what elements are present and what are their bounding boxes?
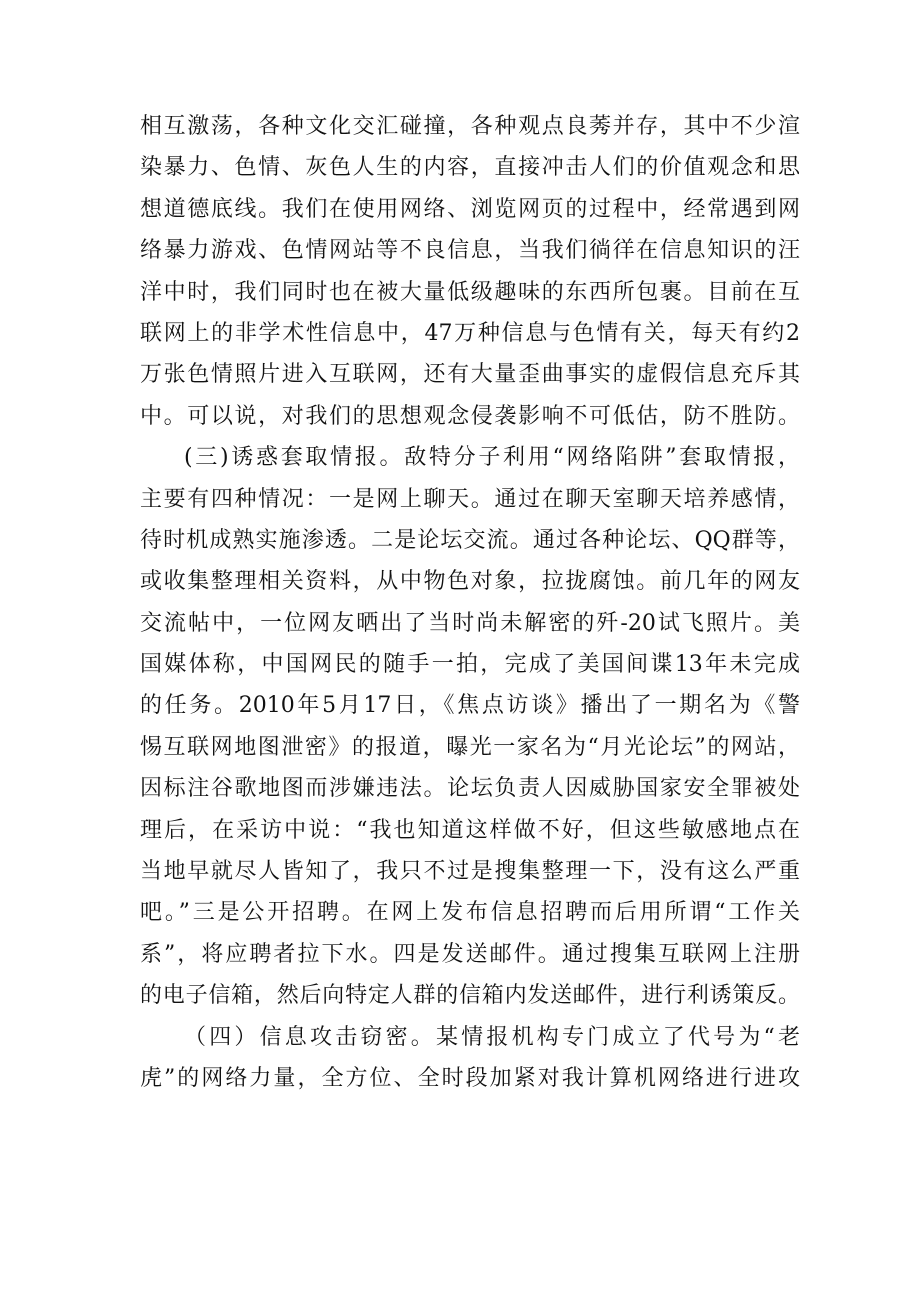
text-line-22: 的电子信箱，然后向特定人群的信箱内发送邮件，进行利诱策反。 bbox=[140, 983, 800, 1009]
text-line-6: 联网上的非学术性信息中，47万种信息与色情有关，每天有约2 bbox=[140, 320, 800, 346]
text-line-23: （四）信息攻击窃密。某情报机构专门成立了代号为“老 bbox=[184, 1024, 800, 1050]
text-line-17: 因标注谷歌地图而涉嫌违法。论坛负责人因威胁国家安全罪被处 bbox=[140, 776, 800, 802]
text-line-16: 惕互联网地图泄密》的报道，曝光一家名为“月光论坛”的网站， bbox=[140, 734, 800, 760]
text-line-24: 虎”的网络力量，全方位、全时段加紧对我计算机网络进行进攻 bbox=[140, 1065, 800, 1091]
text-line-4: 络暴力游戏、色情网站等不良信息，当我们徜徉在信息知识的汪 bbox=[140, 238, 800, 264]
text-line-18: 理后，在采访中说：“我也知道这样做不好，但这些敏感地点在 bbox=[140, 817, 800, 843]
body-text bbox=[140, 106, 800, 1099]
text-line-14: 国媒体称，中国网民的随手一拍，完成了美国间谍13年未完成 bbox=[140, 652, 800, 678]
text-line-12: 或收集整理相关资料，从中物色对象，拉拢腐蚀。前几年的网友 bbox=[140, 569, 800, 595]
text-line-3: 想道德底线。我们在使用网络、浏览网页的过程中，经常遇到网 bbox=[140, 196, 800, 222]
text-line-10: 主要有四种情况：一是网上聊天。通过在聊天室聊天培养感情， bbox=[140, 486, 800, 512]
text-line-20: 吧。”三是公开招聘。在网上发布信息招聘而后用所谓“工作关 bbox=[140, 900, 800, 926]
text-line-21: 系”，将应聘者拉下水。四是发送邮件。通过搜集互联网上注册 bbox=[140, 941, 800, 967]
text-line-15: 的任务。2010年5月17日，《焦点访谈》播出了一期名为《警 bbox=[140, 693, 800, 719]
text-line-11: 待时机成熟实施渗透。二是论坛交流。通过各种论坛、QQ群等， bbox=[140, 527, 800, 553]
text-line-2: 染暴力、色情、灰色人生的内容，直接冲击人们的价值观念和思 bbox=[140, 155, 800, 181]
text-line-9: (三)诱惑套取情报。敌特分子利用“网络陷阱”套取情报， bbox=[184, 445, 800, 471]
text-line-13: 交流帖中，一位网友晒出了当时尚未解密的歼-20试飞照片。美 bbox=[140, 610, 800, 636]
text-line-1: 相互激荡，各种文化交汇碰撞，各种观点良莠并存，其中不少渲 bbox=[140, 114, 800, 139]
text-line-19: 当地早就尽人皆知了，我只不过是搜集整理一下，没有这么严重 bbox=[140, 859, 800, 885]
text-line-5: 洋中时，我们同时也在被大量低级趣味的东西所包裹。目前在互 bbox=[140, 279, 800, 305]
text-line-7: 万张色情照片进入互联网，还有大量歪曲事实的虚假信息充斥其 bbox=[140, 362, 800, 388]
text-line-8: 中。可以说，对我们的思想观念侵袭影响不可低估，防不胜防。 bbox=[140, 403, 800, 429]
